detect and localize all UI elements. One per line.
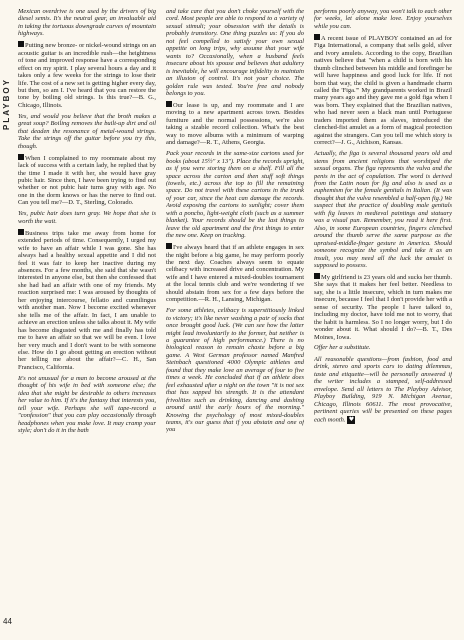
section-title: PLAYBOY: [2, 78, 11, 130]
reader-question: [166, 243, 304, 304]
paragraph-text: Pack your records in the same-size cartons used for books (about 15½" x 13"). Place the records upright, as if you were storing them on a shelf. Fill all the space across the carton and then stuff soft things (towels, etc.) across the top to fill the remaining space. Do not travel with these cartons in the trunk of your car, since the heat can damage the records. Avoid exposing the cartons to sunlight; cover them with a poncho, light-weight cloth (such as a summer blanket). Your records should be the last things to leave the old apartment and the first things to enter the new one. Keep on trucking.: [166, 150, 304, 240]
advisor-answer: [18, 8, 156, 38]
advisor-answer: [18, 210, 156, 225]
paragraph-marker: [18, 41, 24, 47]
paragraph-text: My girlfriend is 23 years old and sucks her thumb. She says that it makes her feel better. Needless to say, she is a little insecure, which in turn makes me insecure, because I feel that I don't provide her with a sense of security. The people I have talked to, including my doctor, have told me not to worry, that the habit is harmless. So I no longer worry, but I do wonder about it. What should I do?—B. T., Des Moines, Iowa.: [314, 273, 452, 341]
paragraph-marker: [18, 229, 24, 235]
advisor-answer: [166, 8, 304, 97]
end-mark-icon: ♥: [348, 415, 355, 423]
advisor-columns: [18, 8, 454, 636]
reader-question: [18, 229, 156, 372]
paragraph-marker: [314, 273, 320, 279]
paragraph-marker: [314, 34, 320, 40]
advisor-answer: [314, 8, 452, 30]
paragraph-text: When I complained to my roommate about my lack of success with a certain lady, he replied that by the time I made it with her, she would have gray pubic hair. Since then, I have been trying to find out whether or not pubic hair turns gray with age. No one in the dorm knows or has the nerve to find out. Can you tell me?—D. T., Sterling, Colorado.: [18, 154, 156, 207]
paragraph-text: Yes, pubic hair does turn gray. We hope that she is worth the wait.: [18, 210, 156, 225]
advisor-answer: [166, 150, 304, 239]
paragraph-text: performs poorly anyway, you won't talk to each other for weeks, let alone make love. Enjoy yourselves while you can.: [314, 8, 452, 30]
paragraph-text: I've always heard that if an athlete engages in sex the night before a big game, he may perform poorly the next day. Coaches always seem to equate celibacy with increased drive and concentration. My wife and I have entered a mixed-doubles tournament at the local tennis club and we're wondering if we should abstain from sex for a few days before the competition.—R. H., Lansing, Michigan.: [166, 244, 304, 304]
paragraph-text: Putting new bronze- or nickel-wound strings on an acoustic guitar is an incredible rush—the heightness of tone and improved response have a corresponding effect on my spirit. I play several hours a day and it takes only a few weeks for the strings to lose their life. The cost of a new set is getting higher every day, but then, so am I. I've heard that you can restore the tone by boiling old strings. Is this true?—B. G., Chicago, Illinois.: [18, 42, 156, 109]
reader-question: [18, 41, 156, 109]
paragraph-text: Business trips take me away from home for extended periods of time. Consequently, I urged my wife to have an affair while I was gone. She has always had a healthy sexual appetite and I did not feel it was fair to keep her inactive during my absences. For a few months, she said that she wasn't interested in anyone else, but then she confessed that she had had an affair with one of my friends. My reaction surprised me: I was aroused by thoughts of her enjoying intercourse, fellatio and cunnilingus with another man. Now I become excited whenever she tells me of the affair. In fact, I am unable to achieve an erection unless she talks about it. My wife has become disgusted with me and finally has told me to have an affair so that we will be even. I love her very much and I don't want to be with someone else. How do I go about getting an erection without her telling me about the affair?—C. H., San Francisco, California.: [18, 229, 156, 371]
paragraph-marker: [18, 154, 24, 160]
paragraph-text: Yes, and would you believe that the broth makes a great soup? Boiling removes the built-up dirt and oil that deaden the resonance of metal-wound strings. Take the strings off the guitar before you try this, though.: [18, 112, 156, 150]
column-1: [18, 8, 156, 636]
column-2: [166, 8, 304, 636]
reader-question: [314, 273, 452, 341]
reader-question: [18, 154, 156, 207]
paragraph-text: and take care that you don't choke yourself with the cord. Most people are able to respond to a variety of sexual stimuli; your obsession with the details is probably transitory. One thing puzzles us: If you do not feel compelled to satisfy your own sexual appetite on long trips, why assume that your wife wants to? Occasionally, when a husband feels insecure about his spouse and believes that adultery is inevitable, he will encourage infidelity to maintain an illusion of control. It's not your choice. The golden rule was tested. You're free and nobody belongs to you.: [166, 8, 304, 97]
page-number: 44: [3, 617, 12, 626]
paragraph-text: All reasonable questions—from fashion, food and drink, stereo and sports cars to dating dilemmas, taste and etiquette—will be personally answered if the writer includes a stamped, self-addressed envelope. Send all letters to The Playboy Advisor, Playboy Building, 919 N. Michigan Avenue, Chicago, Illinois 60611. The most provocative, pertinent queries will be presented on these pages each month.: [314, 355, 452, 424]
advisor-answer: [18, 375, 156, 435]
paragraph-text: Mexican overdrive is one used by the drivers of big diesel semis. It's the neutral gear, an invaluable aid in taking the tortuous downgrade curves of mountain highways.: [18, 8, 156, 38]
paragraph-marker: [166, 101, 172, 107]
advisor-answer: [166, 307, 304, 434]
submission-note: [314, 356, 452, 424]
paragraph-text: For some athletes, celibacy is superstitiously linked to victory; it's like never washing a pair of socks that once brought good luck. (We can see how the latter might lead involuntarily to the former, but neither is a guarantee of high performance.) There is no biological reason to remain chaste before a big game. A West German professor named Manfred Steinbach questioned 4000 Olympic athletes and found that they make love an average of four to five times a week. He concluded that if an athlete does feel exhausted after a night on the town "it is not sex that has sapped his strength. It is the attendant frivolities such as drinking, dancing and dashing around until the early hours of the morning." Knowing the psychology of most mixed-doubles teams, it's our guess that if you abstain and one of you: [166, 307, 304, 434]
paragraph-text: Offer her a substitute.: [314, 344, 371, 352]
reader-question: [166, 101, 304, 147]
paragraph-text: It's not unusual for a man to become aroused at the thought of his wife in bed with someone else; the idea that she might be desirable to others increases her value to him. If it's the fantasy that interests you, tell your wife. Perhaps she will tape-record a "confession" that you can play occasionally through headphones when you make love. It may cramp your style; don't do it in the bath: [18, 374, 156, 435]
paragraph-marker: [166, 243, 172, 249]
advisor-answer: [314, 344, 452, 351]
advisor-answer: [314, 150, 452, 269]
column-3: [314, 8, 452, 636]
paragraph-text: Our lease is up, and my roommate and I are moving to a new apartment across town. Besides furniture and the normal possessions, we're also taking a sizable record collection. What's the best way to move albums with a minimum of warping and damage?—R. T., Athens, Georgia.: [166, 101, 304, 147]
advisor-answer: [18, 113, 156, 150]
reader-question: [314, 34, 452, 147]
paragraph-text: A recent issue of PLAYBOY contained an ad for Figa International, a company that sells gold, silver and ivory amulets. According to the copy, Brazilian natives believe that "when a child is born with his thumb clinched between his middle and forefinger he will have happiness and good luck for life. If not born that way, the child is given a handmade charm called the 'Figa.'" My grandparents worked in Brazil many years ago and they gave me a gold figa when I was born. They explained that the Brazilian natives, who had never seen a black man until Portuguese traders imported them as slaves, introduced the clenched-fist amulet as a form of magical protection against the strangers. Can you tell me which story is correct?—J. G., Atchison, Kansas.: [314, 34, 452, 147]
paragraph-text: Actually, the figa is several thousand years old and stems from ancient religions that worshiped the sexual organs. The figa represents the vulva and the penis in the act of copulation. The word is derived from the Latin noun for fig and also is used as a euphemism for the female genitals in Italian. (It was thought that the vulva resembled a half-open fig.) We suspect that the practice of doubling male genitals with fig leaves in medieval paintings and statuary was a visual pun. Remember, you read it here first. Also, in some European countries, fingers clenched around the thumb serve the same purpose as the upraised-middle-finger gesture in America. Should someone recognize the symbol and take it as an insult, you may need all the luck the amulet is supposed to possess.: [314, 150, 452, 269]
